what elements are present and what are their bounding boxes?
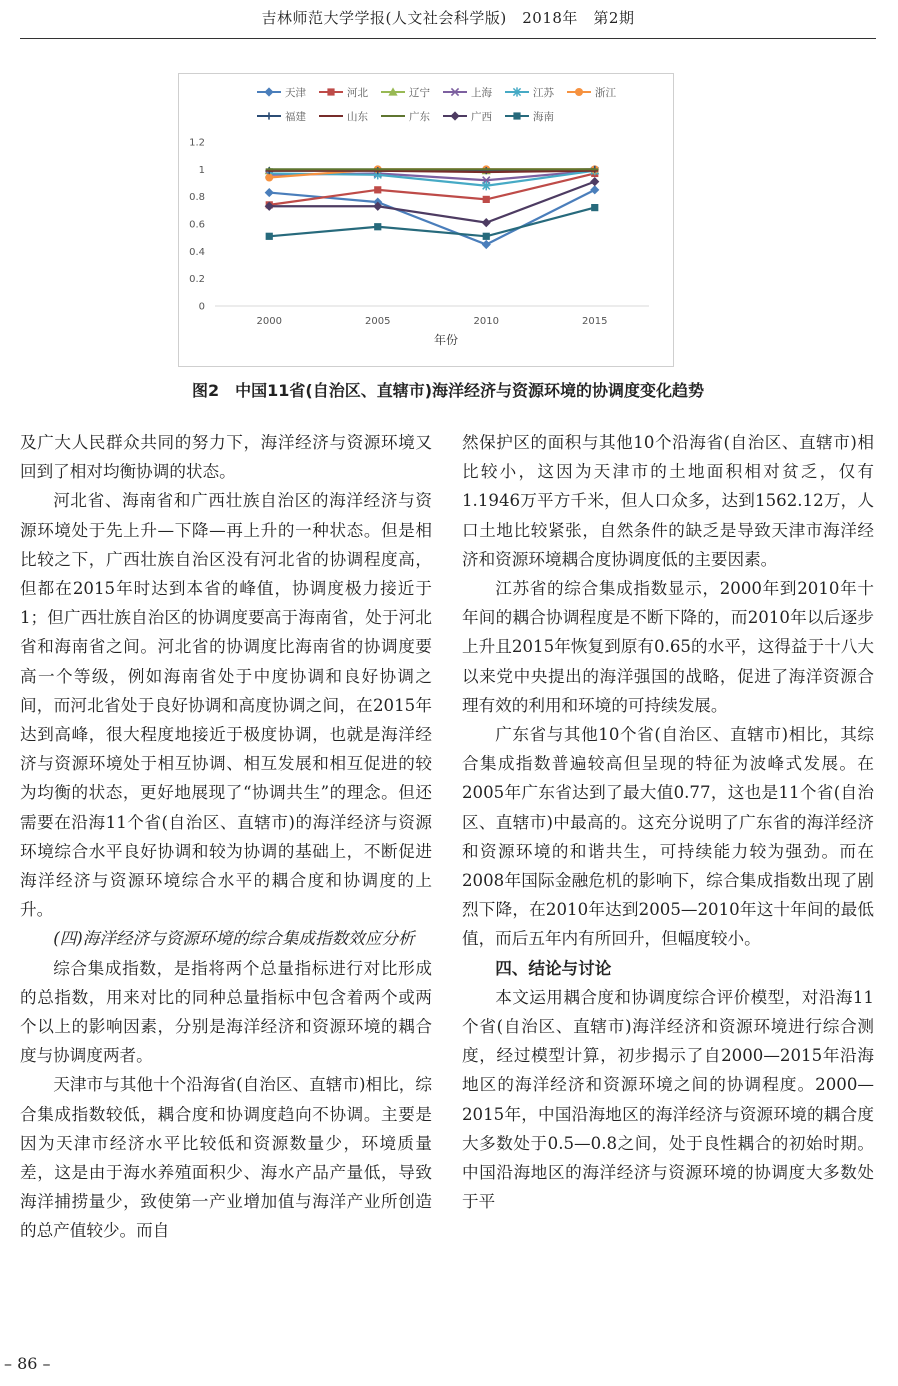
y-tick-label: 1 [198, 164, 205, 176]
series-line-8 [269, 171, 595, 172]
figure-caption: 图2 中国11省(自治区、直辖市)海洋经济与资源环境的协调度变化趋势 [191, 381, 705, 400]
legend-label: 广西 [471, 111, 492, 123]
legend-label: 福建 [285, 111, 306, 123]
data-point [483, 196, 490, 203]
data-point [266, 233, 273, 240]
data-point [591, 204, 598, 211]
legend-label: 江苏 [533, 87, 554, 99]
legend-label: 河北 [347, 87, 368, 99]
paragraph: 广东省与其他10个省(自治区、直辖市)相比，其综合集成指数普遍较高但呈现的特征为波峰式发展。在2005年广东省达到了最大值0.77，这也是11个省(自治区、直辖市)中最高的。这充分说明了广东省的海洋经济和资源环境的和谐共生，可持续能力较为强劲。而在2008年国际金融危机的影响下，综合集成指数出现了剧烈下降，在2010年达到2005—2010年这十年间的最低值，而后五年内有所回升，但幅度较小。 [462, 725, 874, 949]
subsection-heading: (四)海洋经济与资源环境的综合集成指数效应分析 [53, 929, 415, 949]
data-point [590, 177, 599, 186]
x-axis-title: 年份 [433, 333, 459, 347]
legend-marker [327, 88, 334, 95]
legend-label: 海南 [533, 111, 554, 123]
legend-marker [264, 87, 273, 96]
x-tick-label: 2005 [365, 316, 391, 327]
y-tick-label: 0.4 [189, 246, 205, 258]
x-tick-label: 2015 [582, 316, 608, 327]
y-tick-label: 0.2 [189, 274, 205, 286]
legend-marker [513, 112, 520, 119]
data-point [482, 240, 491, 249]
x-tick-label: 2000 [256, 316, 282, 327]
y-tick-label: 0.8 [189, 192, 205, 204]
legend-label: 广东 [409, 111, 430, 123]
section-heading: 四、结论与讨论 [495, 958, 612, 978]
data-point [374, 223, 381, 230]
right-column [462, 428, 874, 1216]
series-line-11 [269, 208, 595, 237]
paragraph: 综合集成指数，是指将两个总量指标进行对比形成的总指数，用来对比的同种总量指标中包含着两个或两个以上的影响因素，分别是海洋经济和资源环境的耦合度与协调度两者。 [20, 958, 432, 1066]
journal-title: 吉林师范大学学报(人文社会科学版) 2018年 第2期 [261, 9, 635, 27]
coordination-chart [178, 73, 674, 367]
paragraph: 江苏省的综合集成指数显示，2000年到2010年十年间的耦合协调程度是不断下降的，而2010年以后逐步上升且2015年恢复到原有0.65的水平，这得益于十八大以来党中央提出的海洋强国的战略，促进了海洋资源合理有效的利用和环境的可持续发展。 [462, 579, 874, 715]
paragraph: 本文运用耦合度和协调度综合评价模型，对沿海11个省(自治区、直辖市)海洋经济和资源环境进行综合测度，经过模型计算，初步揭示了自2000—2015年沿海地区的海洋经济和资源环境之间的协调程度。2000—2015年，中国沿海地区的海洋经济与资源环境的耦合度大多数处于0.5—0.8之间，处于良性耦合的初始时期。中国沿海地区的海洋经济与资源环境的协调度大多数处于平 [462, 987, 874, 1212]
legend-marker [450, 111, 459, 120]
y-tick-label: 0.6 [189, 219, 205, 231]
data-point [483, 233, 490, 240]
data-point [265, 188, 274, 197]
legend-label: 天津 [285, 87, 306, 99]
legend-label: 上海 [471, 87, 492, 99]
paragraph: 河北省、海南省和广西壮族自治区的海洋经济与资源环境处于先上升—下降—再上升的一种状态。但是相比较之下，广西壮族自治区没有河北省的协调程度高，但都在2015年时达到本省的峰值，协调度极力接近于1；但广西壮族自治区的协调度要高于海南省，处于河北省和海南省之间。河北省的协调度比海南省的协调度要高一个等级，例如海南省处于中度协调和良好协调之间，而河北省处于良好协调和高度协调之间，在2015年达到高峰，很大程度地接近于极度协调，也就是海洋经济与资源环境处于相互协调、相互发展和相互促进的较为均衡的状态，更好地展现了“协调共生”的理念。但还需要在沿海11个省(自治区、直辖市)的海洋经济与资源环境综合水平良好协调和较为协调的基础上，不断促进海洋经济与资源环境综合水平的耦合度和协调度的上升。 [20, 491, 432, 920]
data-point [590, 185, 599, 194]
paragraph: 天津市与其他十个沿海省(自治区、直辖市)相比，综合集成指数较低，耦合度和协调度趋向不协调。主要是因为天津市经济水平比较低和资源数量少，环境质量差，这是由于海水养殖面积少、海水产品产量低，导致海洋捕捞量少，致使第一产业增加值与海洋产业所创造的总产值较少。而自 [20, 1075, 432, 1241]
paragraph: 然保护区的面积与其他10个沿海省(自治区、直辖市)相比较小，这因为天津市的土地面积相对贫乏，仅有1.1946万平方千米，但人口众多，达到1562.12万，人口土地比较紧张，自然条件的缺乏是导致天津市海洋经济和资源环境耦合度协调度低的主要因素。 [462, 433, 874, 569]
legend-marker [265, 112, 272, 119]
y-tick-label: 1.2 [189, 137, 205, 149]
chart-svg [179, 74, 673, 366]
series-line-10 [269, 182, 595, 223]
page-number: – 86 – [4, 1354, 51, 1373]
legend-marker [575, 88, 583, 96]
legend-label: 山东 [347, 111, 368, 123]
data-point [374, 186, 381, 193]
paragraph: 及广大人民群众共同的努力下，海洋经济与资源环境又回到了相对均衡协调的状态。 [20, 433, 432, 482]
journal-header [20, 0, 876, 39]
legend-label: 辽宁 [409, 87, 430, 99]
data-point [482, 218, 491, 227]
y-tick-label: 0 [198, 301, 205, 313]
data-point [265, 174, 273, 182]
legend-label: 浙江 [595, 87, 616, 99]
left-column [20, 428, 432, 1246]
x-tick-label: 2010 [473, 316, 499, 327]
